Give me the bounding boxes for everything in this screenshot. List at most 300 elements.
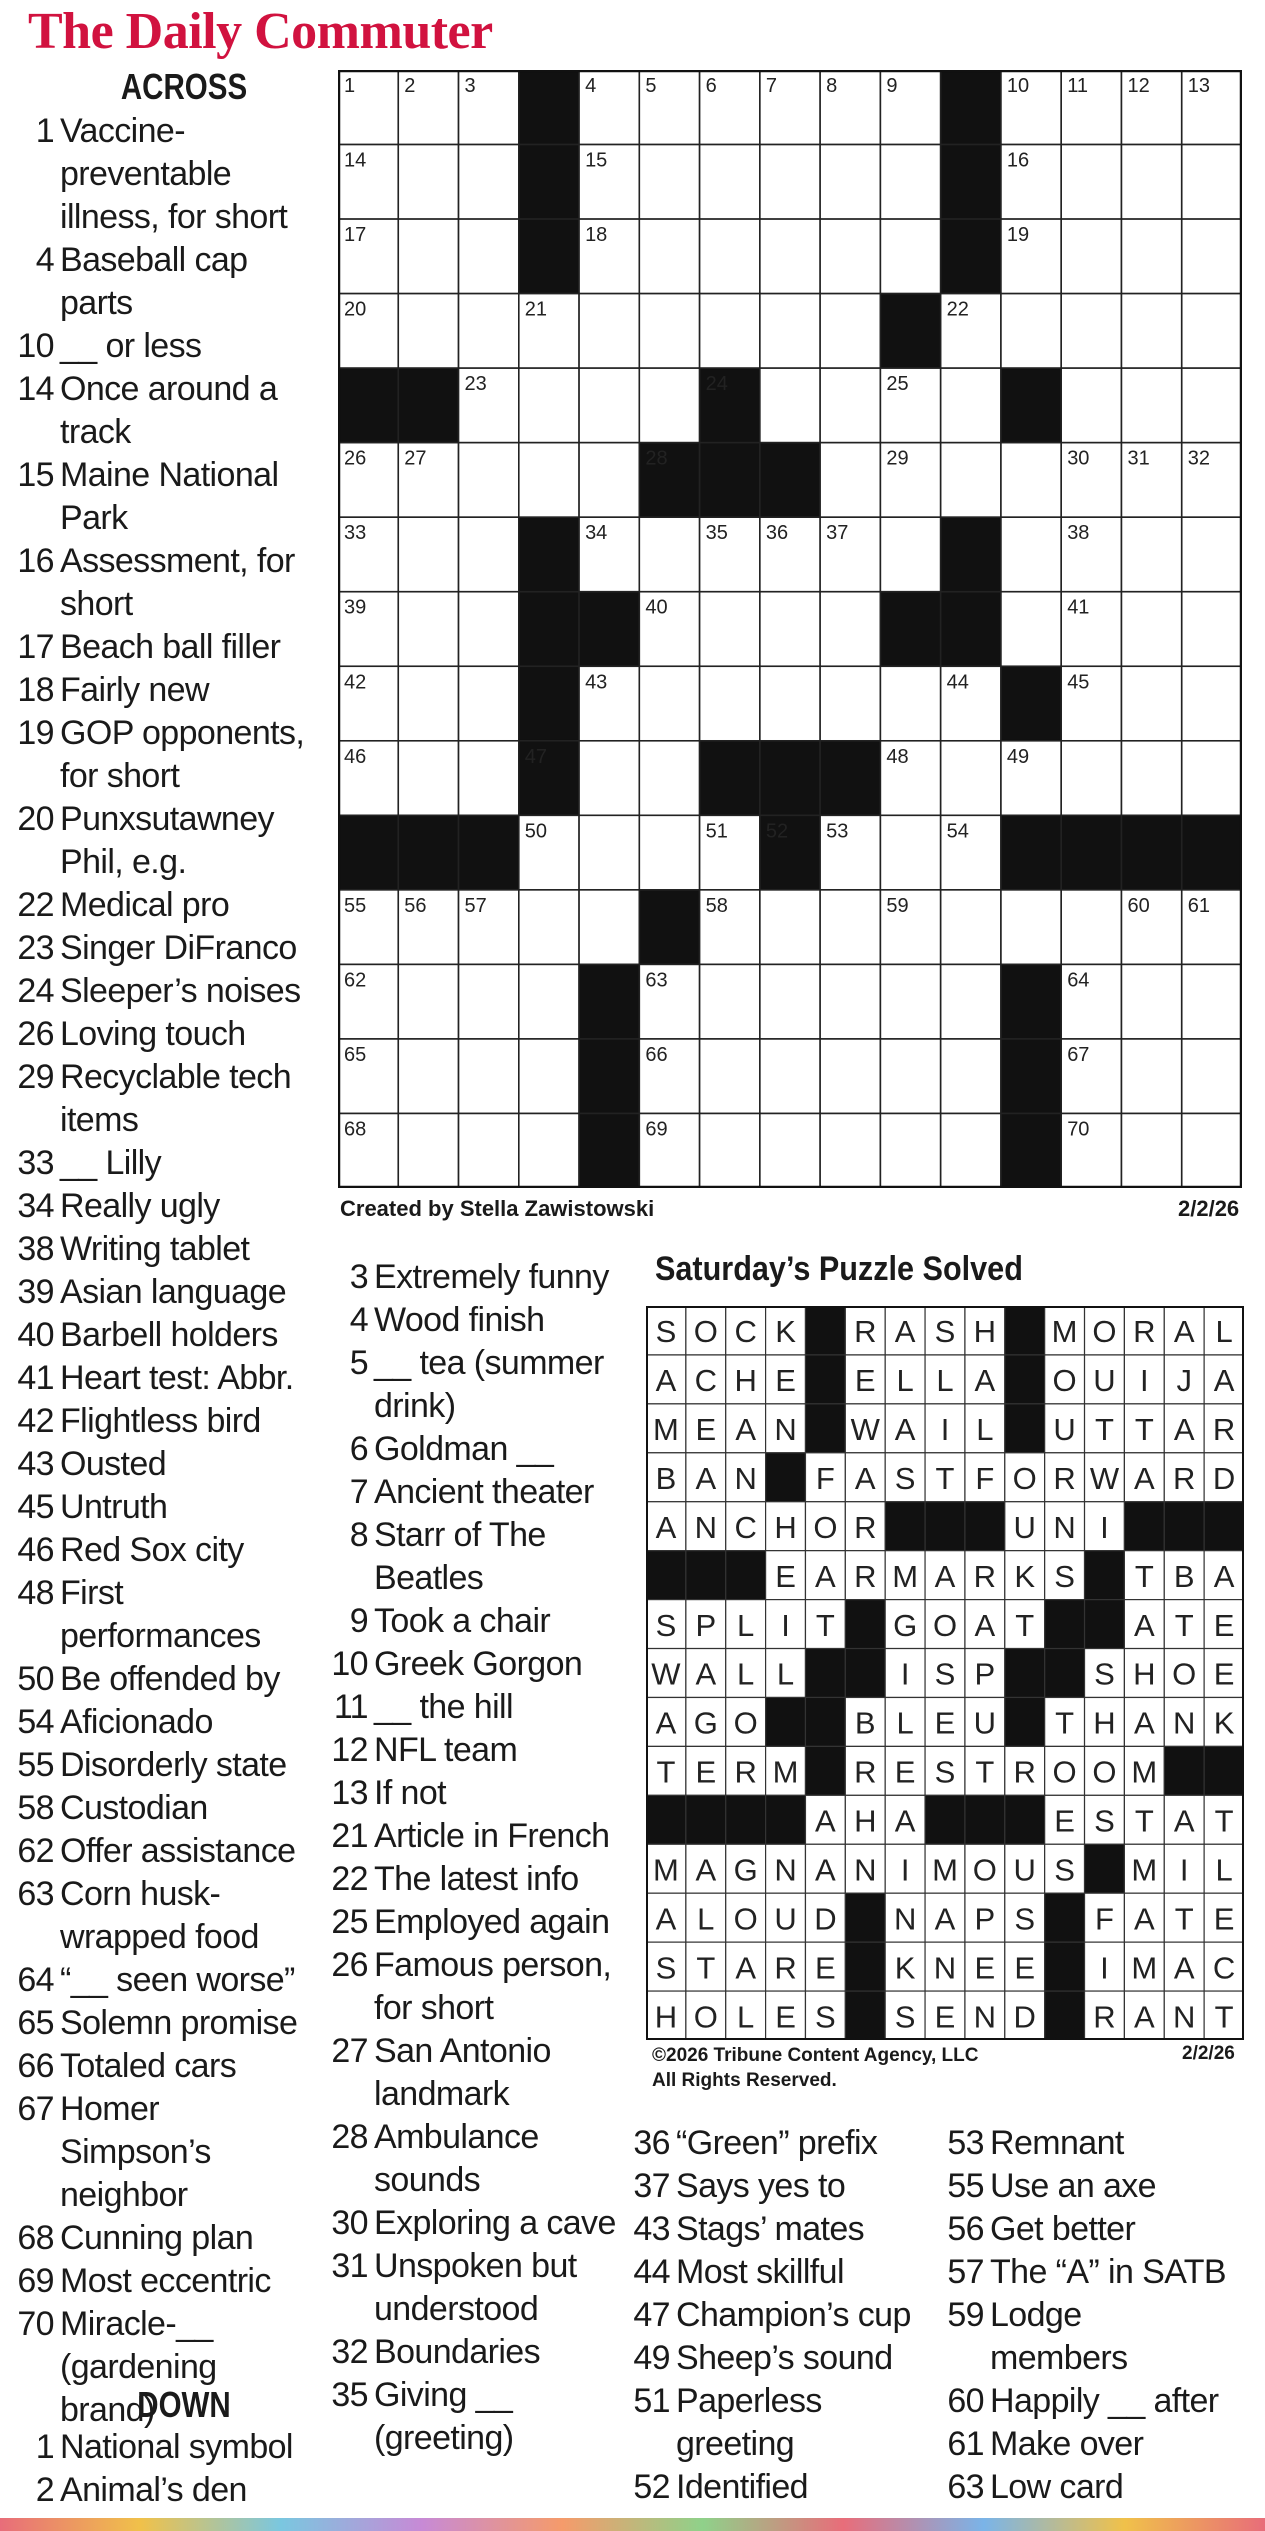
clue-number: 11 (333, 1688, 368, 1726)
grid-cell[interactable] (639, 741, 699, 816)
solution-letter: E (854, 1363, 876, 1399)
grid-cell[interactable] (1182, 219, 1242, 294)
solution-letter: U (1013, 1852, 1036, 1888)
solution-letter: E (1213, 1901, 1235, 1937)
solution-letter: I (900, 1656, 910, 1692)
grid-cell[interactable] (700, 1039, 760, 1114)
solution-letter: N (893, 1901, 917, 1937)
grid-cell[interactable] (579, 294, 639, 369)
grid-cell[interactable] (1061, 890, 1121, 965)
clue-text-line: Miracle-__ (60, 2305, 213, 2343)
grid-cell[interactable] (459, 1039, 519, 1114)
clue-text-line: Use an axe (990, 2167, 1156, 2205)
clue-text (54, 2002, 297, 2045)
down-heading: DOWN (137, 2384, 231, 2425)
clue-item (14, 1271, 314, 1314)
grid-cell[interactable] (880, 517, 940, 592)
clue-number: 59 (947, 2296, 984, 2334)
clue-text (984, 2294, 1128, 2380)
grid-cell[interactable] (579, 741, 639, 816)
grid-cell[interactable] (880, 1039, 940, 1114)
solution-letter: H (774, 1509, 797, 1545)
grid-cell[interactable] (820, 592, 880, 667)
grid-cell[interactable] (880, 815, 940, 890)
grid-cell[interactable] (820, 219, 880, 294)
grid-cell[interactable] (398, 592, 458, 667)
grid-cell[interactable] (1121, 219, 1181, 294)
grid-cell[interactable] (398, 964, 458, 1039)
solution-letter: W (651, 1656, 681, 1692)
solution-block (805, 1404, 845, 1453)
solution-letter: R (1133, 1314, 1156, 1350)
grid-cell[interactable] (700, 666, 760, 741)
grid-cell[interactable] (639, 815, 699, 890)
grid-cell[interactable] (398, 1039, 458, 1114)
grid-block (519, 145, 579, 220)
solution-block (845, 1600, 885, 1649)
solution-letter: S (1094, 1656, 1115, 1692)
copyright-line-1: ©2026 Tribune Content Agency, LLC (652, 2045, 979, 2066)
clue-item (330, 1944, 640, 2030)
grid-clue-number: 47 (524, 745, 548, 768)
grid-cell[interactable] (459, 741, 519, 816)
grid-cell[interactable] (820, 964, 880, 1039)
grid-cell[interactable] (1121, 964, 1181, 1039)
clue-text (54, 239, 248, 325)
grid-cell[interactable] (1182, 517, 1242, 592)
grid-clue-number: 45 (1067, 671, 1090, 694)
clue-item (330, 2116, 640, 2202)
clue-number: 63 (17, 1875, 54, 1913)
clue-text (54, 1400, 261, 1443)
clue-text-line: (greeting) (374, 2419, 514, 2457)
grid-cell[interactable] (459, 294, 519, 369)
grid-cell[interactable] (398, 517, 458, 592)
grid-cell[interactable] (820, 666, 880, 741)
solution-letter: T (696, 1950, 716, 1986)
grid-clue-number: 13 (1187, 75, 1210, 97)
grid-cell[interactable] (519, 1039, 579, 1114)
grid-cell[interactable] (760, 1113, 820, 1188)
clue-text (54, 1314, 278, 1357)
grid-cell[interactable] (820, 368, 880, 443)
crossword-grid[interactable] (338, 70, 1242, 1188)
grid-clue-number: 6 (705, 75, 717, 97)
clue-item (14, 884, 314, 927)
solution-letter: O (1012, 1461, 1037, 1497)
grid-cell[interactable] (639, 517, 699, 592)
grid-cell[interactable] (459, 592, 519, 667)
clue-text (368, 1815, 609, 1858)
grid-cell[interactable] (820, 890, 880, 965)
grid-cell[interactable] (459, 1113, 519, 1188)
grid-cell[interactable] (1001, 592, 1061, 667)
clue-number: 70 (17, 2305, 54, 2343)
grid-cell[interactable] (1061, 145, 1121, 220)
grid-cell[interactable] (1001, 443, 1061, 518)
grid-cell[interactable] (519, 890, 579, 965)
clue-text (984, 2251, 1226, 2294)
clue-text-line: San Antonio (374, 2032, 551, 2070)
clue-number: 62 (17, 1832, 54, 1870)
grid-cell[interactable] (760, 294, 820, 369)
clue-text-line: Really ugly (60, 1187, 220, 1225)
solution-letter: A (695, 1656, 717, 1692)
clue-text-line: Unspoken but (374, 2247, 577, 2285)
grid-cell[interactable] (519, 964, 579, 1039)
grid-cell[interactable] (1061, 294, 1121, 369)
solution-letter: L (737, 1607, 755, 1643)
grid-cell[interactable] (459, 219, 519, 294)
clue-text (54, 1959, 295, 2002)
grid-cell[interactable] (459, 517, 519, 592)
grid-block (459, 815, 519, 890)
grid-cell[interactable] (1182, 666, 1242, 741)
solution-block (805, 1306, 845, 1355)
solution-letter: E (1014, 1950, 1036, 1986)
clue-item (14, 927, 314, 970)
grid-cell[interactable] (459, 443, 519, 518)
clue-item (330, 2331, 640, 2374)
solution-letter: A (695, 1852, 717, 1888)
grid-clue-number: 3 (464, 75, 476, 97)
clue-text (670, 2466, 808, 2509)
clue-text (368, 2116, 539, 2202)
grid-clue-number: 2 (404, 75, 416, 97)
clue-text (54, 1529, 244, 1572)
grid-cell[interactable] (1061, 368, 1121, 443)
clue-text-line: NFL team (374, 1731, 518, 1769)
grid-cell[interactable] (398, 219, 458, 294)
grid-cell[interactable] (1121, 666, 1181, 741)
clue-number: 4 (35, 241, 54, 279)
clue-number: 31 (331, 2247, 368, 2285)
grid-cell[interactable] (519, 1113, 579, 1188)
clue-text (368, 1901, 609, 1944)
solution-letter: S (934, 1656, 956, 1692)
solution-letter: R (1173, 1461, 1196, 1497)
clue-text-line: Assessment, for (60, 542, 295, 580)
clue-item (14, 2217, 314, 2260)
clue-text-line: Barbell holders (60, 1316, 278, 1354)
clue-text-line: Make over (990, 2425, 1144, 2463)
clue-text-line: Greek Gorgon (374, 1645, 583, 1683)
clue-number: 47 (633, 2296, 670, 2334)
grid-cell[interactable] (1001, 294, 1061, 369)
grid-cell[interactable] (760, 964, 820, 1039)
grid-cell[interactable] (398, 145, 458, 220)
clue-text-line: performances (60, 1617, 261, 1655)
solution-letter: T (1015, 1607, 1035, 1643)
clue-item (14, 1357, 314, 1400)
grid-block (820, 741, 880, 816)
clue-text-line: Disorderly state (60, 1746, 287, 1784)
grid-cell[interactable] (700, 145, 760, 220)
clue-text-line: sounds (374, 2161, 481, 2199)
solution-letter: R (1013, 1754, 1036, 1790)
grid-clue-number: 59 (886, 894, 909, 917)
solution-letter: H (734, 1363, 757, 1399)
grid-cell[interactable] (1121, 368, 1181, 443)
solution-letter: M (1131, 1754, 1158, 1790)
clue-text (54, 1658, 280, 1701)
grid-cell[interactable] (941, 741, 1001, 816)
solution-letter: U (1013, 1509, 1036, 1545)
clue-number: 26 (17, 1015, 54, 1053)
clue-text-line: Solemn promise (60, 2004, 298, 2042)
grid-block (639, 890, 699, 965)
clue-text-line: short (60, 585, 133, 623)
grid-clue-number: 39 (344, 596, 367, 619)
grid-cell[interactable] (760, 666, 820, 741)
solution-letter: D (1013, 1999, 1036, 2035)
solution-letter: A (1173, 1412, 1195, 1448)
grid-block (338, 815, 398, 890)
clue-text (54, 1228, 249, 1271)
clue-text (984, 2165, 1156, 2208)
grid-clue-number: 25 (886, 373, 909, 396)
clue-number: 65 (17, 2004, 54, 2042)
clue-number: 29 (17, 1058, 54, 1096)
solution-letter: N (1173, 1999, 1196, 2035)
grid-cell[interactable] (398, 741, 458, 816)
grid-cell[interactable] (820, 145, 880, 220)
solution-letter: E (775, 1999, 796, 2035)
clue-text (54, 2045, 236, 2088)
solution-letter: T (1094, 1412, 1114, 1448)
grid-cell[interactable] (459, 145, 519, 220)
clue-text-line: Heart test: Abbr. (60, 1359, 294, 1397)
clue-text (54, 1486, 167, 1529)
solution-letter: A (655, 1363, 677, 1399)
grid-clue-number: 17 (344, 224, 367, 247)
grid-cell[interactable] (941, 1113, 1001, 1188)
grid-cell[interactable] (1182, 964, 1242, 1039)
solution-letter: M (1051, 1314, 1078, 1350)
grid-cell[interactable] (1182, 1113, 1242, 1188)
grid-cell[interactable] (880, 219, 940, 294)
grid-cell[interactable] (760, 592, 820, 667)
grid-cell[interactable] (519, 443, 579, 518)
clue-text-line: Stags’ mates (676, 2210, 865, 2248)
clue-item (330, 1299, 640, 1342)
grid-cell[interactable] (700, 294, 760, 369)
grid-cell[interactable] (519, 368, 579, 443)
grid-cell[interactable] (941, 890, 1001, 965)
clue-number: 50 (17, 1660, 54, 1698)
grid-cell[interactable] (579, 815, 639, 890)
grid-block (519, 666, 579, 741)
solution-letter: L (896, 1363, 914, 1399)
grid-block (700, 741, 760, 816)
grid-cell[interactable] (1121, 1039, 1181, 1114)
clue-text-line: illness, for short (60, 198, 288, 236)
grid-cell[interactable] (760, 368, 820, 443)
clue-item (944, 2423, 1264, 2466)
grid-cell[interactable] (880, 666, 940, 741)
solution-letter: K (894, 1950, 916, 1986)
solution-letter: M (1131, 1852, 1158, 1888)
grid-cell[interactable] (579, 368, 639, 443)
grid-cell[interactable] (700, 219, 760, 294)
solution-letter: A (1173, 1314, 1195, 1350)
clue-text (368, 1342, 604, 1428)
grid-cell[interactable] (760, 219, 820, 294)
grid-cell[interactable] (820, 1113, 880, 1188)
grid-cell[interactable] (459, 666, 519, 741)
grid-cell[interactable] (941, 964, 1001, 1039)
grid-cell[interactable] (1182, 368, 1242, 443)
clue-number: 7 (349, 1473, 368, 1511)
clue-text-line: Employed again (374, 1903, 610, 1941)
solution-letter: T (935, 1461, 955, 1497)
grid-cell[interactable] (1121, 741, 1181, 816)
grid-cell[interactable] (700, 592, 760, 667)
grid-cell[interactable] (820, 1039, 880, 1114)
clue-text-line: Corn husk- (60, 1875, 221, 1913)
grid-cell[interactable] (639, 368, 699, 443)
clue-item (330, 2374, 640, 2460)
clue-text (54, 454, 278, 540)
clue-number: 64 (17, 1961, 54, 1999)
grid-cell[interactable] (579, 890, 639, 965)
solution-block (1005, 1355, 1045, 1404)
grid-cell[interactable] (1121, 517, 1181, 592)
grid-cell[interactable] (760, 145, 820, 220)
clue-text-line: Most eccentric (60, 2262, 271, 2300)
clue-text (670, 2251, 844, 2294)
grid-cell[interactable] (1001, 890, 1061, 965)
grid-cell[interactable] (700, 1113, 760, 1188)
clue-text (670, 2337, 893, 2380)
grid-cell[interactable] (820, 443, 880, 518)
grid-cell[interactable] (941, 368, 1001, 443)
solution-letter: F (975, 1461, 995, 1497)
clue-number: 14 (17, 370, 54, 408)
grid-cell[interactable] (639, 666, 699, 741)
clue-text-line: Most skillful (676, 2253, 844, 2291)
grid-block (1001, 1113, 1061, 1188)
grid-cell[interactable] (1061, 741, 1121, 816)
clue-item (14, 1443, 314, 1486)
solution-letter: N (734, 1461, 757, 1497)
clue-number: 19 (17, 714, 54, 752)
grid-cell[interactable] (1182, 592, 1242, 667)
grid-cell[interactable] (579, 443, 639, 518)
clue-text-line: Happily __ after (990, 2382, 1219, 2420)
solution-letter: U (973, 1705, 997, 1741)
clue-text (54, 1271, 286, 1314)
grid-cell[interactable] (880, 1113, 940, 1188)
clue-number: 56 (947, 2210, 984, 2248)
grid-cell[interactable] (1001, 517, 1061, 592)
solution-letter: C (694, 1363, 717, 1399)
grid-cell[interactable] (639, 219, 699, 294)
solution-letter: S (894, 1999, 916, 2035)
grid-cell[interactable] (1121, 592, 1181, 667)
down-clue-list-start (14, 2384, 314, 2512)
clue-item (944, 2165, 1264, 2208)
solution-letter: T (1055, 1705, 1075, 1741)
grid-cell[interactable] (880, 145, 940, 220)
grid-cell[interactable] (398, 1113, 458, 1188)
solution-block (1045, 1649, 1085, 1698)
grid-clue-number: 5 (645, 75, 657, 97)
clue-text-line: Fairly new (60, 671, 209, 709)
solution-letter: C (1212, 1950, 1236, 1986)
solution-block (766, 1795, 806, 1844)
grid-cell[interactable] (760, 1039, 820, 1114)
solution-block (925, 1795, 965, 1844)
clue-item (14, 2045, 314, 2088)
grid-clue-number: 32 (1187, 447, 1210, 470)
clue-number: 53 (947, 2124, 984, 2162)
grid-clue-number: 41 (1067, 596, 1090, 619)
grid-cell[interactable] (398, 666, 458, 741)
grid-cell[interactable] (820, 294, 880, 369)
grid-cell[interactable] (398, 294, 458, 369)
clue-text-line: Starr of The (374, 1516, 546, 1554)
grid-clue-number: 54 (946, 820, 969, 843)
grid-block (1001, 368, 1061, 443)
clue-text (368, 1299, 544, 1342)
clue-item (14, 970, 314, 1013)
grid-cell[interactable] (1121, 145, 1181, 220)
grid-cell[interactable] (1182, 145, 1242, 220)
grid-cell[interactable] (760, 890, 820, 965)
clue-text (368, 1858, 579, 1901)
solution-letter: A (1133, 1705, 1155, 1741)
solution-title: Saturday’s Puzzle Solved (655, 1250, 1023, 1288)
solution-letter: P (695, 1607, 717, 1643)
grid-cell[interactable] (1182, 294, 1242, 369)
grid-cell[interactable] (459, 964, 519, 1039)
grid-cell[interactable] (639, 294, 699, 369)
clue-number: 30 (331, 2204, 368, 2242)
clue-item (330, 1815, 640, 1858)
clue-text (670, 2294, 911, 2337)
grid-clue-number: 42 (344, 671, 367, 694)
grid-clue-number: 10 (1006, 75, 1030, 97)
grid-cell[interactable] (880, 964, 940, 1039)
grid-clue-number: 21 (524, 298, 548, 321)
solution-letter: O (733, 1901, 758, 1937)
clue-text (54, 1873, 259, 1959)
grid-clue-number: 52 (765, 820, 789, 843)
grid-cell[interactable] (639, 145, 699, 220)
clue-text-line: Ancient theater (374, 1473, 594, 1511)
grid-cell[interactable] (941, 1039, 1001, 1114)
grid-cell[interactable] (941, 443, 1001, 518)
grid-cell[interactable] (1182, 741, 1242, 816)
solution-letter: N (854, 1852, 877, 1888)
grid-cell[interactable] (1121, 294, 1181, 369)
grid-clue-number: 50 (524, 820, 548, 843)
clue-number: 16 (17, 542, 54, 580)
grid-cell[interactable] (1182, 1039, 1242, 1114)
solution-letter: D (814, 1901, 837, 1937)
solution-letter: R (973, 1558, 997, 1594)
clue-item (630, 2251, 930, 2294)
clue-item (14, 1744, 314, 1787)
grid-cell[interactable] (1121, 1113, 1181, 1188)
clue-item (330, 1901, 640, 1944)
clue-number: 39 (17, 1273, 54, 1311)
grid-cell[interactable] (1061, 219, 1121, 294)
grid-clue-number: 18 (585, 224, 608, 247)
grid-cell[interactable] (700, 964, 760, 1039)
clue-number: 27 (331, 2032, 368, 2070)
